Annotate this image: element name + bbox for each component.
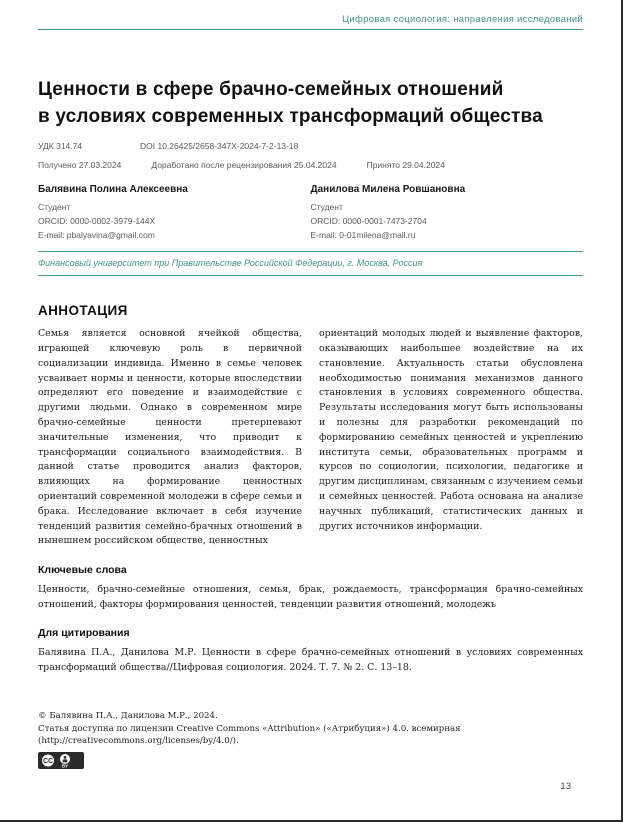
article-title-line-2: в условиях современных трансформаций общества: [38, 105, 543, 127]
keywords-text: Ценности, брачно-семейные отношения, семья, брак, рождаемость, трансформация брачно-семейных отношений, факторы формирования ценностей, тенденции развития отношений, молодежь: [38, 584, 583, 610]
license-text-line-1: Статья доступна по лицензии Creative Commons «Attribution» («Атрибуция») 4.0. всемирная: [38, 723, 461, 734]
footer: [38, 710, 461, 773]
author-orcid: ORCID: 0000-0001-7473-2704: [310, 216, 427, 227]
author-email: E-mail: 0-01milena@mail.ru: [310, 230, 416, 241]
svg-text:BY: BY: [61, 763, 69, 769]
abstract-column-left: Семья является основной ячейкой общества, играющей ключевую роль в первичной социализации индивида. Именно в семье человек усваивает нормы и ценности, которые впоследствии определяют его поведение и взаимодействие с другими людьми. Однако в современном мире брачно-семейные ценности претерпевают значительные изменения, что приводит к трансформации социального взаимодействия. В данной статье проводится анализ факторов, влияющих на формирование ценностных ориентаций современной молодежи в сфере семьи и брака. Исследование включает в себя изучение тенденций развития семейно-брачных отношений в нынешнем российском обществе, ценностных: [38, 328, 302, 547]
accepted-date: Принято 29.04.2024: [366, 160, 445, 171]
affiliation-band: [38, 251, 583, 276]
cc-by-badge-icon: [38, 752, 84, 774]
svg-text:CC: CC: [42, 757, 54, 765]
keywords-heading: Ключевые слова: [38, 564, 127, 577]
udc-label: УДК 314.74: [38, 141, 83, 152]
author-name: Данилова Милена Ровшановна: [310, 184, 466, 196]
dates-row: [38, 160, 583, 170]
author-name: Балявина Полина Алексеевна: [38, 184, 188, 196]
journal-name: Цифровая социология: направления исследований: [342, 14, 583, 25]
abstract-heading: АННОТАЦИЯ: [38, 303, 128, 319]
author-card-2: [311, 184, 584, 242]
author-email: E-mail: pbalyavina@gmail.com: [38, 230, 155, 241]
license-text-line-2: (http://creativecommons.org/licenses/by/4.0/).: [38, 736, 239, 746]
citation-heading: Для цитирования: [38, 627, 130, 640]
revised-date: Доработано после рецензирования 25.04.2024: [151, 160, 337, 171]
journal-header: [38, 14, 583, 29]
doi-label: DOI 10.26425/2658-347X-2024-7-2-13-18: [140, 141, 299, 152]
citation-text: Балявина П.А., Данилова М.Р. Ценности в сфере брачно-семейных отношений в условиях современных трансформаций общества//Цифровая социология. 2024. Т. 7. № 2. С. 13–18.: [38, 647, 583, 673]
header-rule: [38, 29, 583, 30]
author-role: Студент: [310, 202, 343, 213]
received-date: Получено 27.03.2024: [38, 160, 122, 171]
author-role: Студент: [38, 202, 71, 213]
copyright-text: © Балявина П.А., Данилова М.Р., 2024.: [38, 711, 218, 721]
abstract-column-right: ориентаций молодых людей и выявление факторов, оказывающих наибольшее воздействие на их становление. Актуальность статьи обусловлена необходимостью понимания механизмов данного становления в условиях современного общества. Результаты исследования могут быть использованы и полезны для разработки рекомендаций по формированию семейных ценностей и укреплению института семьи, образовательных программ и курсов по социологии, психологии, педагогике и другим дисциплинам, связанным с изучением семьи и семейных ценностей. Работа основана на анализе научных публикаций, статистических данных и других источников информации.: [319, 328, 583, 532]
udc-doi-row: [38, 141, 583, 151]
article-title-line-1: Ценности в сфере брачно-семейных отношений: [38, 79, 504, 100]
author-orcid: ORCID: 0000-0002-3979-144X: [38, 216, 156, 227]
affiliation-text: Финансовый университет при Правительстве Российской Федерации, г. Москва, Россия: [38, 258, 423, 269]
page-number: 13: [560, 781, 571, 792]
abstract-body: [38, 327, 583, 549]
author-card-1: [38, 184, 311, 242]
article-title: [38, 77, 583, 130]
authors-section: [38, 184, 583, 242]
